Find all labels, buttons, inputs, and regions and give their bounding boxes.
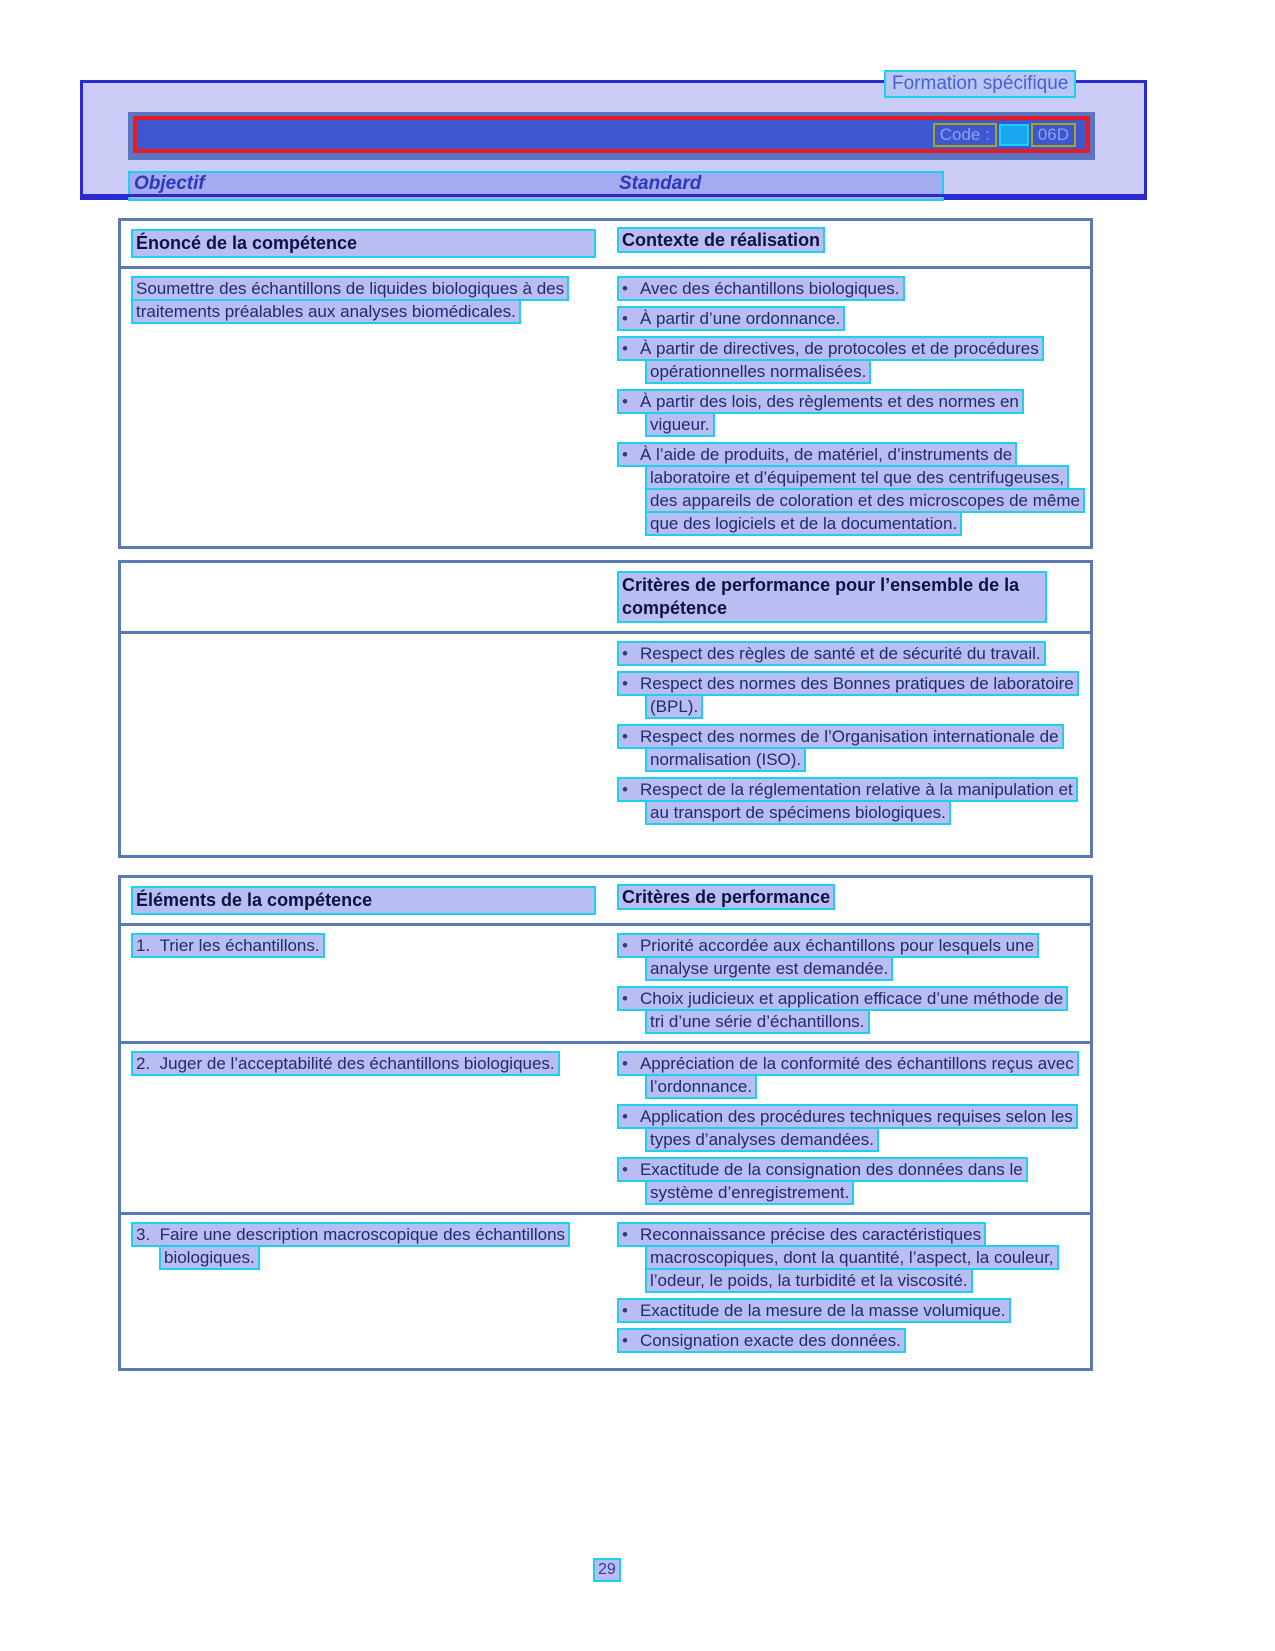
bullet-icon: • — [622, 674, 628, 693]
bullet-icon: • — [622, 989, 628, 1008]
bullet-icon: • — [622, 1107, 628, 1126]
title-banner-inner — [133, 116, 1090, 153]
criteres-ensemble-bullets-cell — [601, 642, 1080, 824]
list-item — [617, 1223, 1080, 1292]
table2-body-row — [121, 634, 1090, 832]
bullet-text: Application des procédures techniques requises selon les types d’analyses demandées. — [639, 1107, 1073, 1149]
bullet-text: Avec des échantillons biologiques. — [639, 279, 900, 298]
contexte-bullets-cell — [601, 277, 1080, 535]
list-item — [617, 1299, 1080, 1322]
list-item — [617, 934, 1080, 980]
criteres-cell — [601, 1052, 1080, 1204]
bullet-text: Exactitude de la mesure de la masse volumique. — [639, 1301, 1006, 1320]
list-item — [617, 987, 1080, 1033]
element-cell — [131, 1052, 601, 1204]
table1-header-row — [121, 221, 1090, 269]
element-cell — [131, 1223, 601, 1360]
table3-header-left-cell — [131, 886, 601, 915]
table2-header-row — [121, 563, 1090, 634]
list-item — [617, 1052, 1080, 1098]
table-criteres-ensemble — [118, 560, 1093, 858]
list-item — [617, 725, 1080, 771]
bullet-text: Respect des normes des Bonnes pratiques de laboratoire (BPL). — [639, 674, 1074, 716]
list-item — [617, 337, 1080, 383]
bullet-icon: • — [622, 1054, 628, 1073]
table2-empty-cell — [131, 642, 601, 824]
table1-header-right: Contexte de réalisation — [617, 227, 825, 253]
page-header-box — [80, 80, 1147, 200]
bullet-icon: • — [622, 1301, 628, 1320]
element-text: 2. Juger de l’acceptabilité des échantillons biologiques. — [131, 1051, 560, 1076]
list-item — [617, 277, 1080, 300]
list-item — [617, 1105, 1080, 1151]
table3-row-2 — [121, 1041, 1090, 1212]
bullet-icon: • — [622, 279, 628, 298]
code-value: 06D — [1031, 123, 1076, 147]
table-elements-criteres — [118, 875, 1093, 1371]
bullet-icon: • — [622, 1225, 628, 1244]
code-separator-highlight — [999, 124, 1029, 146]
bullet-text: Appréciation de la conformité des échantillons reçus avec l’ordonnance. — [639, 1054, 1074, 1096]
bullet-text: À partir des lois, des règlements et des normes en vigueur. — [639, 392, 1019, 434]
bullet-icon: • — [622, 445, 628, 464]
bullet-icon: • — [622, 1331, 628, 1350]
criteres-cell — [601, 1223, 1080, 1360]
bullet-icon: • — [622, 392, 628, 411]
element-text: 3. Faire une description macroscopique des échantillons biologiques. — [131, 1222, 570, 1270]
list-item — [617, 642, 1080, 665]
table2-header-right: Critères de performance pour l’ensemble de la compétence — [617, 571, 1047, 623]
bullet-icon: • — [622, 339, 628, 358]
table1-body-row — [121, 269, 1090, 543]
bullet-icon: • — [622, 644, 628, 663]
table1-header-left: Énoncé de la compétence — [131, 229, 596, 258]
code-label: Code : — [933, 123, 997, 147]
table2-header-left-cell — [131, 571, 601, 623]
bullet-icon: • — [622, 780, 628, 799]
table3-header-right-cell — [601, 886, 1080, 915]
list-item — [617, 672, 1080, 718]
table3-header-left: Éléments de la compétence — [131, 886, 596, 915]
list-item — [617, 307, 1080, 330]
section-label: Formation spécifique — [884, 70, 1076, 98]
bullet-text: Respect des normes de l’Organisation internationale de normalisation (ISO). — [639, 727, 1059, 769]
bullet-icon: • — [622, 309, 628, 328]
bullet-text: À partir d’une ordonnance. — [639, 309, 841, 328]
standard-heading: Standard — [619, 173, 702, 194]
bullet-text: Reconnaissance précise des caractéristiques macroscopiques, dont la quantité, l’aspect, la couleur, l’odeur, le poids, la turbidité et la viscosité. — [639, 1225, 1054, 1290]
bullet-icon: • — [622, 727, 628, 746]
list-item — [617, 1158, 1080, 1204]
table3-header-row — [121, 878, 1090, 926]
table1-header-right-cell — [601, 229, 1080, 258]
element-text: 1. Trier les échantillons. — [131, 933, 325, 958]
list-item — [617, 443, 1080, 535]
bullet-icon: • — [622, 1160, 628, 1179]
list-item — [617, 390, 1080, 436]
criteres-cell — [601, 934, 1080, 1033]
bullet-text: Priorité accordée aux échantillons pour lesquels une analyse urgente est demandée. — [639, 936, 1035, 978]
competence-statement: Soumettre des échantillons de liquides biologiques à des traitements préalables aux analyses biomédicales. — [131, 276, 569, 324]
objectif-heading: Objectif — [134, 173, 205, 194]
competence-statement-cell — [131, 277, 601, 535]
bullet-icon: • — [622, 936, 628, 955]
table1-header-left-cell — [131, 229, 601, 258]
header-underline — [80, 194, 1147, 197]
table2-header-right-cell — [601, 571, 1080, 623]
page-number: 29 — [593, 1558, 621, 1582]
bullet-text: À l’aide de produits, de matériel, d’instruments de laboratoire et d’équipement tel que des centrifugeuses, des appareils de coloration et des microscopes de même que des logiciels et de la documentation. — [639, 445, 1080, 533]
table3-header-right: Critères de performance — [617, 884, 835, 910]
list-item — [617, 778, 1080, 824]
table3-row-1 — [121, 926, 1090, 1041]
title-banner — [128, 112, 1095, 160]
element-cell — [131, 934, 601, 1033]
bullet-text: Choix judicieux et application efficace d’une méthode de tri d’une série d’échantillons. — [639, 989, 1064, 1031]
bullet-text: Exactitude de la consignation des données dans le système d’enregistrement. — [639, 1160, 1023, 1202]
bullet-text: Respect de la réglementation relative à la manipulation et au transport de spécimens biologiques. — [639, 780, 1073, 822]
bullet-text: À partir de directives, de protocoles et de procédures opérationnelles normalisées. — [639, 339, 1039, 381]
table3-row-3 — [121, 1212, 1090, 1368]
table-enonce-contexte — [118, 218, 1093, 549]
bullet-text: Respect des règles de santé et de sécurité du travail. — [639, 644, 1041, 663]
list-item — [617, 1329, 1080, 1352]
bullet-text: Consignation exacte des données. — [639, 1331, 901, 1350]
